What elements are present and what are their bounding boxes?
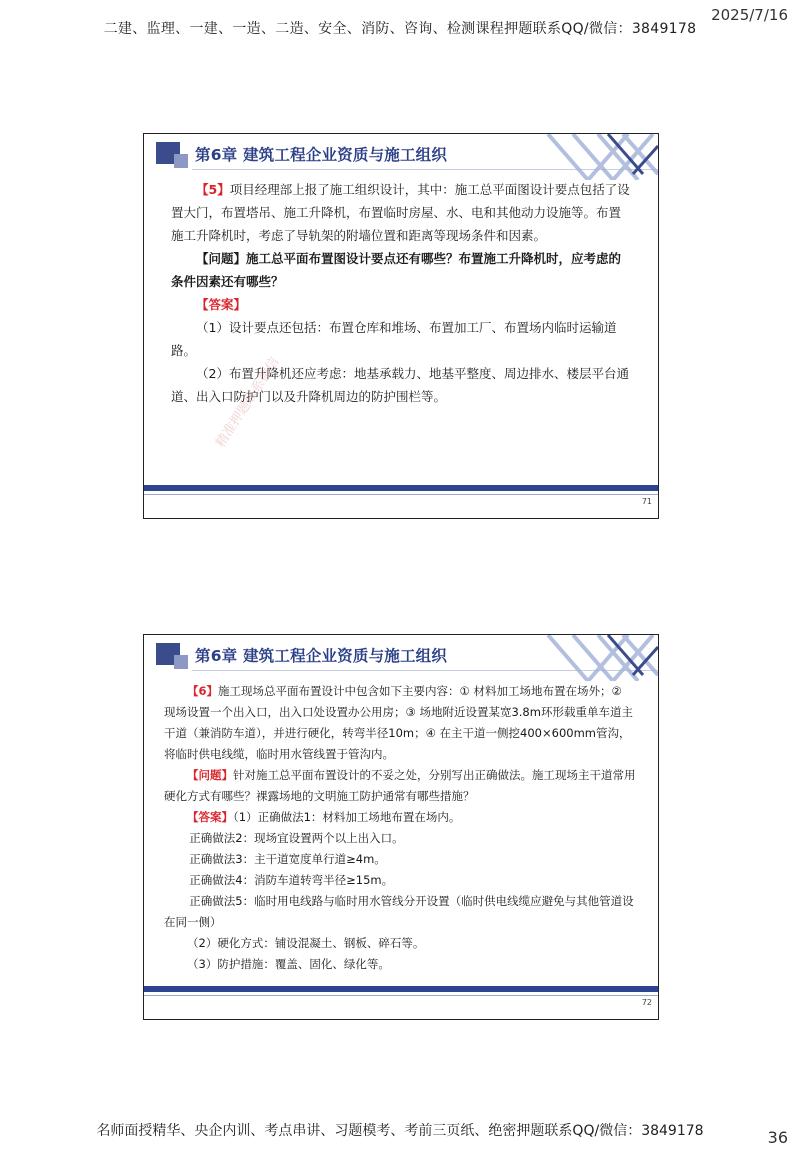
slide-body: [164, 681, 636, 975]
question-number-tag: 【5】: [196, 182, 230, 197]
slide-71: [143, 133, 659, 519]
question-number-tag: 【6】: [187, 684, 219, 698]
answer-item: （2）布置升降机还应考虑：地基承载力、地基平整度、周边排水、楼层平台通道、出入口防护门以及升降机周边的防护围栏等。: [171, 366, 629, 404]
slide-footer-bar: [144, 986, 658, 992]
answer-item: 正确做法2：现场宜设置两个以上出入口。: [189, 831, 404, 845]
answer-tag: 【答案】: [196, 297, 247, 312]
answer-item: （1）设计要点还包括：布置仓库和堆场、布置加工厂、布置场内临时运输道路。: [171, 320, 617, 358]
answer-item: （3）防护措施：覆盖、固化、绿化等。: [187, 957, 390, 971]
page-footer: 名师面授精华、央企内训、考点串讲、习题模考、考前三页纸、绝密押题联系QQ/微信：3849178: [96, 1123, 704, 1139]
title-decoration-icon: [528, 635, 658, 681]
title-accent-square-small: [174, 655, 188, 669]
question-text: 项目经理部上报了施工组织设计，其中：施工总平面图设计要点包括了设置大门，布置塔吊、施工升降机，布置临时房屋、水、电和其他动力设施等。布置施工升降机时，考虑了导轨架的附墙位置和距离等现场条件和因素。: [171, 182, 630, 243]
question-prompt-text: 针对施工总平面布置设计的不妥之处，分别写出正确做法。施工现场主干道常用硬化方式有哪些？裸露场地的文明施工防护通常有哪些措施？: [164, 768, 636, 803]
page-header: 二建、监理、一建、一造、二造、安全、消防、咨询、检测课程押题联系QQ/微信：3849178: [103, 21, 697, 37]
slide-title-bar: [144, 635, 658, 675]
question-paragraph: [164, 681, 636, 765]
slide-title-bar: [144, 134, 658, 174]
page-date: 2025/7/16: [711, 6, 788, 24]
slide-number: 71: [641, 497, 652, 506]
slide-title: 第6章 建筑工程企业资质与施工组织: [195, 647, 448, 665]
page-number: 36: [767, 1128, 788, 1147]
question-prompt: [164, 765, 636, 807]
slide-72: [143, 634, 659, 1020]
question-prompt: 【问题】施工总平面布置图设计要点还有哪些？布置施工升降机时，应考虑的条件因素还有哪些？: [171, 251, 622, 289]
watermark: 精准押题联系微信: [213, 354, 283, 451]
answer-tag: 【答案】: [187, 810, 233, 824]
slide-body: [171, 178, 633, 408]
answer-item: 正确做法4：消防车道转弯半径≥15m。: [189, 873, 394, 887]
answer-item: 正确做法3：主干道宽度单行道≥4m。: [189, 852, 386, 866]
slide-footer-line: [144, 494, 658, 495]
slide-footer-line: [144, 995, 658, 996]
slide-footer-bar: [144, 485, 658, 491]
answer-item: 正确做法5：临时用电线路与临时用水管线分开设置（临时供电线缆应避免与其他管道设 在同一侧）: [164, 894, 634, 929]
slide-title: 第6章 建筑工程企业资质与施工组织: [195, 146, 448, 164]
question-text: 施工现场总平面布置设计中包含如下主要内容：① 材料加工场地布置在场外；② 现场设置一个出入口，出入口处设置办公用房；③ 场地附近设置某宽3.8m环形载重单车道主干道（兼消防车道），并进行硬化，转弯半径10m；④ 在主干道一侧挖400×600mm管沟，将临时供电线缆，临时用水管线置于管沟内。: [164, 684, 633, 761]
answer-first-line: [164, 807, 636, 828]
answer-item: （1）正确做法1：材料加工场地布置在场内。: [233, 810, 461, 824]
slide-number: 72: [641, 998, 652, 1007]
title-accent-square-small: [174, 154, 188, 168]
question-tag: 【问题】: [187, 768, 233, 782]
answer-item: （2）硬化方式：铺设混凝土、钢板、碎石等。: [187, 936, 425, 950]
question-paragraph: [171, 178, 633, 247]
title-decoration-icon: [528, 134, 658, 180]
